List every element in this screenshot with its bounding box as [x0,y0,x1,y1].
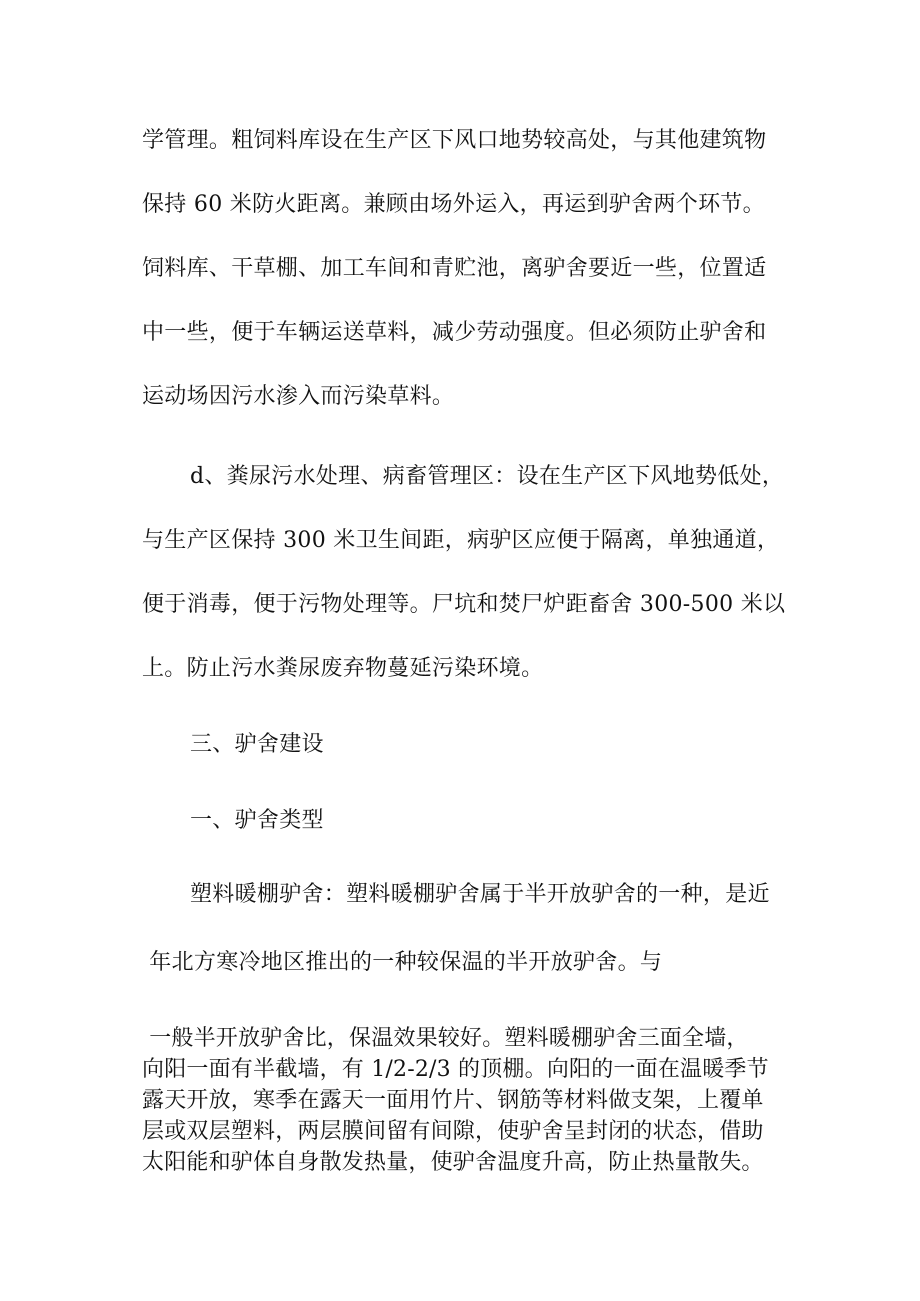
paragraph1-line2: 保持 60 米防火距离。兼顾由场外运入，再运到驴舍两个环节。 [142,192,765,217]
paragraph1-line1: 学管理。粗饲料库设在生产区下风口地势较高处，与其他建筑物 [142,128,767,153]
paragraph2-line1: d、粪尿污水处理、病畜管理区：设在生产区下风地势低处， [190,464,785,489]
paragraph4-line3: 露天开放，寒季在露天一面用竹片、钢筋等材料做支架，上覆单 [142,1088,764,1113]
paragraph1-line5: 运动场因污水渗入而污染草料。 [142,384,455,409]
paragraph2-line4: 上。防止污水粪尿废弃物蔓延污染环境。 [142,656,544,681]
section-heading: 三、驴舍建设 [190,732,324,757]
paragraph3-line1: 塑料暖棚驴舍：塑料暖棚驴舍属于半开放驴舍的一种，是近 [190,882,770,907]
paragraph4-line1: 一般半开放驴舍比，保温效果较好。塑料暖棚驴舍三面全墙， [142,1026,749,1051]
paragraph4-line2: 向阳一面有半截墙，有 1/2-2/3 的顶棚。向阳的一面在温暖季节 [142,1057,769,1082]
paragraph4-line4: 层或双层塑料，两层膜间留有间隙，使驴舍呈封闭的状态，借助 [142,1119,764,1144]
subsection-heading: 一、驴舍类型 [190,808,324,833]
paragraph4-line5: 太阳能和驴体自身散发热量，使驴舍温度升高，防止热量散失。 [142,1150,764,1175]
paragraph1-line4: 中一些，便于车辆运送草料，减少劳动强度。但必须防止驴舍和 [142,320,767,345]
paragraph2-line2: 与生产区保持 300 米卫生间距，病驴区应便于隔离，单独通道， [142,528,780,553]
paragraph3-line2: 年北方寒冷地区推出的一种较保温的半开放驴舍。与 [142,950,663,975]
paragraph2-line3: 便于消毒，便于污物处理等。尸坑和焚尸炉距畜舍 300-500 米以 [142,592,786,617]
paragraph1-line3: 饲料库、干草棚、加工车间和青贮池，离驴舍要近一些，位置适 [142,256,767,281]
